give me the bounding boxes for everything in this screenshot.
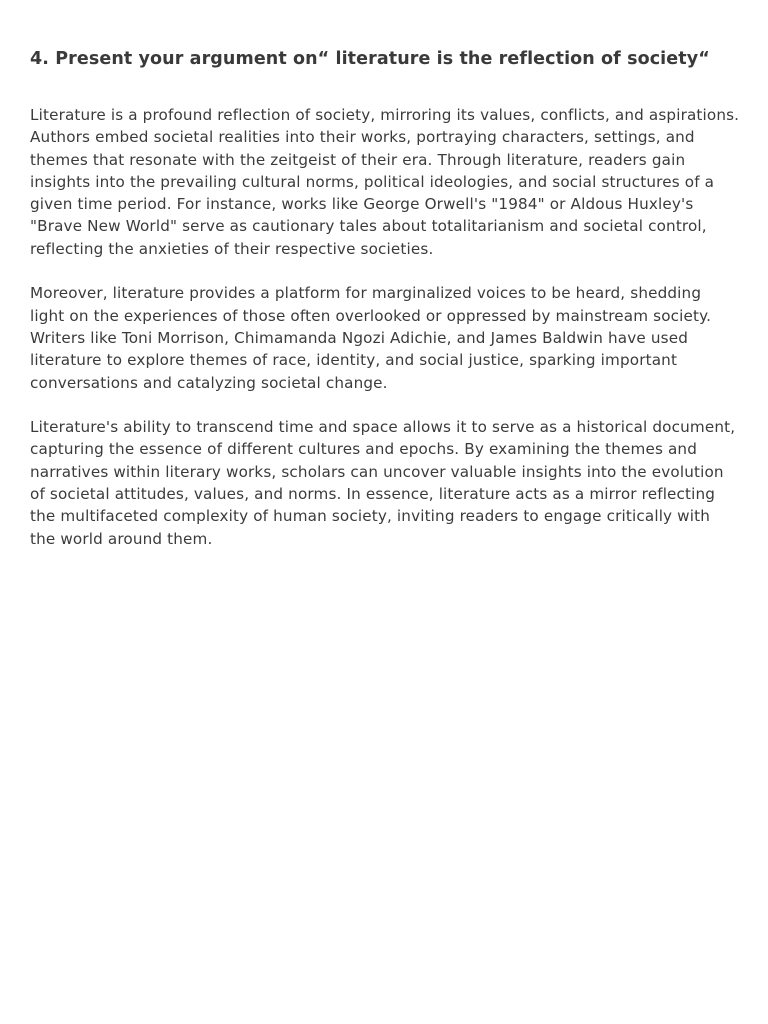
answer-body xyxy=(30,104,740,550)
answer-paragraph-3: Literature's ability to transcend time and space allows it to serve as a historical document, capturing the essence of different cultures and epochs. By examining the themes and narratives within literary works, scholars can uncover valuable insights into the evolution of societal attitudes, values, and norms. In essence, literature acts as a mirror reflecting the multifaceted complexity of human society, inviting readers to engage critically with the world around them. xyxy=(30,418,736,548)
answer-paragraph-2: Moreover, literature provides a platform for marginalized voices to be heard, shedding light on the experiences of those often overlooked or oppressed by mainstream society. Writers like Toni Morrison, Chimamanda Ngozi Adichie, and James Baldwin have used literature to explore themes of race, identity, and social justice, sparking important conversations and catalyzing societal change. xyxy=(30,284,712,392)
question-title: 4. Present your argument on“ literature is the reflection of society“ xyxy=(30,49,710,69)
answer-paragraph-1: Literature is a profound reflection of society, mirroring its values, conflicts, and aspirations. Authors embed societal realities into their works, portraying characters, settings, and themes that resonate with the zeitgeist of their era. Through literature, readers gain insights into the prevailing cultural norms, political ideologies, and social structures of a given time period. For instance, works like George Orwell's "1984" or Aldous Huxley's "Brave New World" serve as cautionary tales about totalitarianism and societal control, reflecting the anxieties of their respective societies. xyxy=(30,106,740,258)
document-page xyxy=(30,46,740,572)
